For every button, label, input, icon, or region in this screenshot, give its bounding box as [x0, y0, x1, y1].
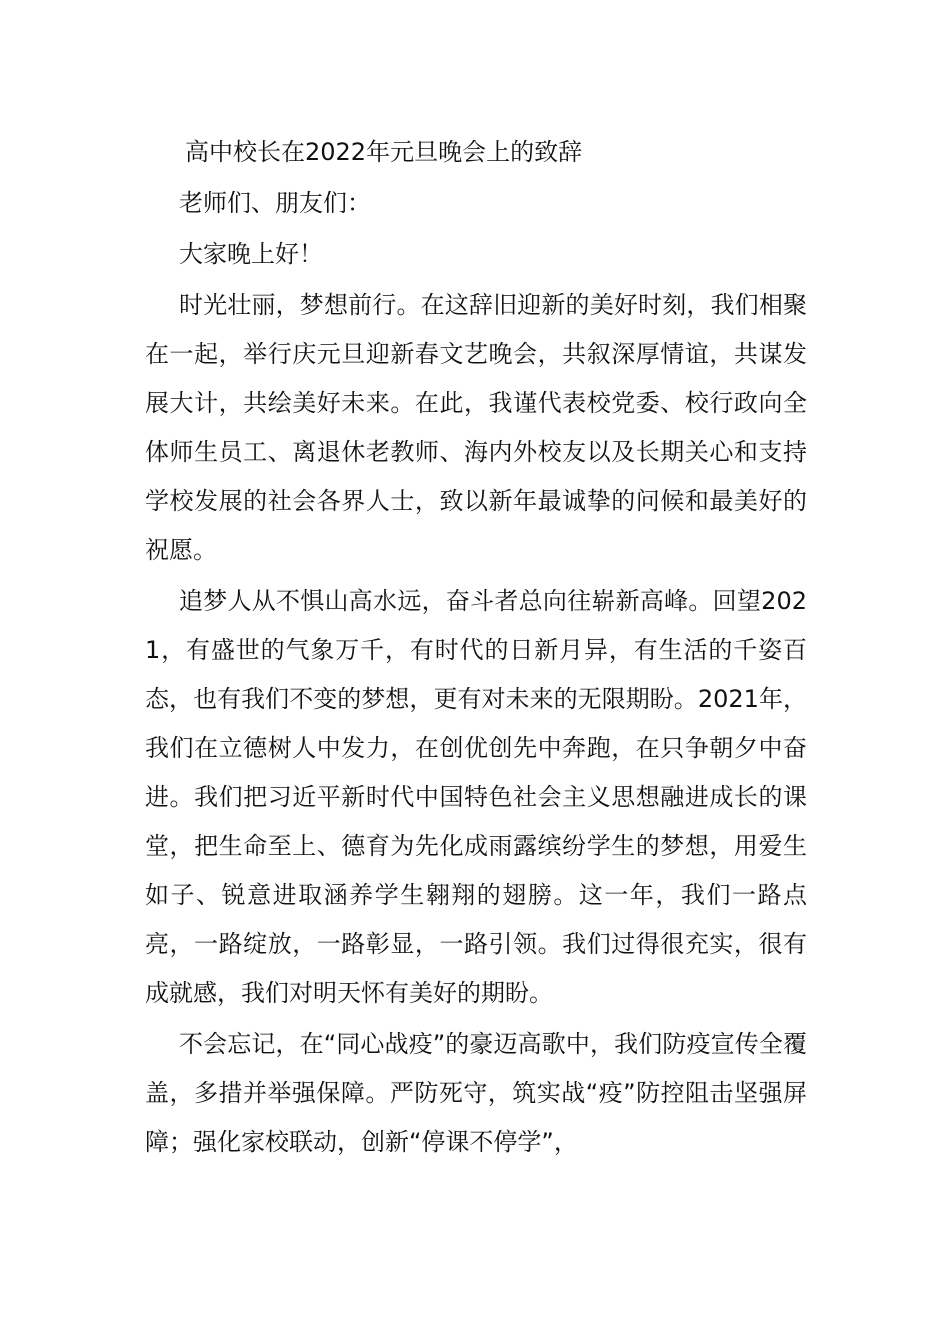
document-body: [145, 128, 807, 1169]
paragraph-epidemic: 不会忘记，在“同心战疫”的豪迈高歌中，我们防疫宣传全覆盖，多措并举强保障。严防死守，筑实战“疫”防控阻击坚强屏障；强化家校联动，创新“停课不停学”，: [145, 1030, 807, 1156]
paragraph-review-2021: 追梦人从不惧山高水远，奋斗者总向往崭新高峰。回望2021，有盛世的气象万千，有时代的日新月异，有生活的千姿百态，也有我们不变的梦想，更有对未来的无限期盼。2021年，我们在立德树人中发力，在创优创先中奔跑，在只争朝夕中奋进。我们把习近平新时代中国特色社会主义思想融进成长的课堂，把生命至上、德育为先化成雨露缤纷学生的梦想，用爱生如子、锐意进取涵养学生翱翔的翅膀。这一年，我们一路点亮，一路绽放，一路彰显，一路引领。我们过得很充实，很有成就感，我们对明天怀有美好的期盼。: [145, 587, 807, 1007]
salutation: 老师们、朋友们：: [179, 189, 371, 217]
paragraph-opening: 时光壮丽，梦想前行。在这辞旧迎新的美好时刻，我们相聚在一起，举行庆元旦迎新春文艺晚会，共叙深厚情谊，共谋发展大计，共绘美好未来。在此，我谨代表校党委、校行政向全体师生员工、离退休老教师、海内外校友以及长期关心和支持学校发展的社会各界人士，致以新年最诚挚的问候和最美好的祝愿。: [145, 291, 807, 564]
document-title: 高中校长在2022年元旦晚会上的致辞: [185, 138, 583, 166]
greeting: 大家晚上好！: [179, 240, 323, 268]
